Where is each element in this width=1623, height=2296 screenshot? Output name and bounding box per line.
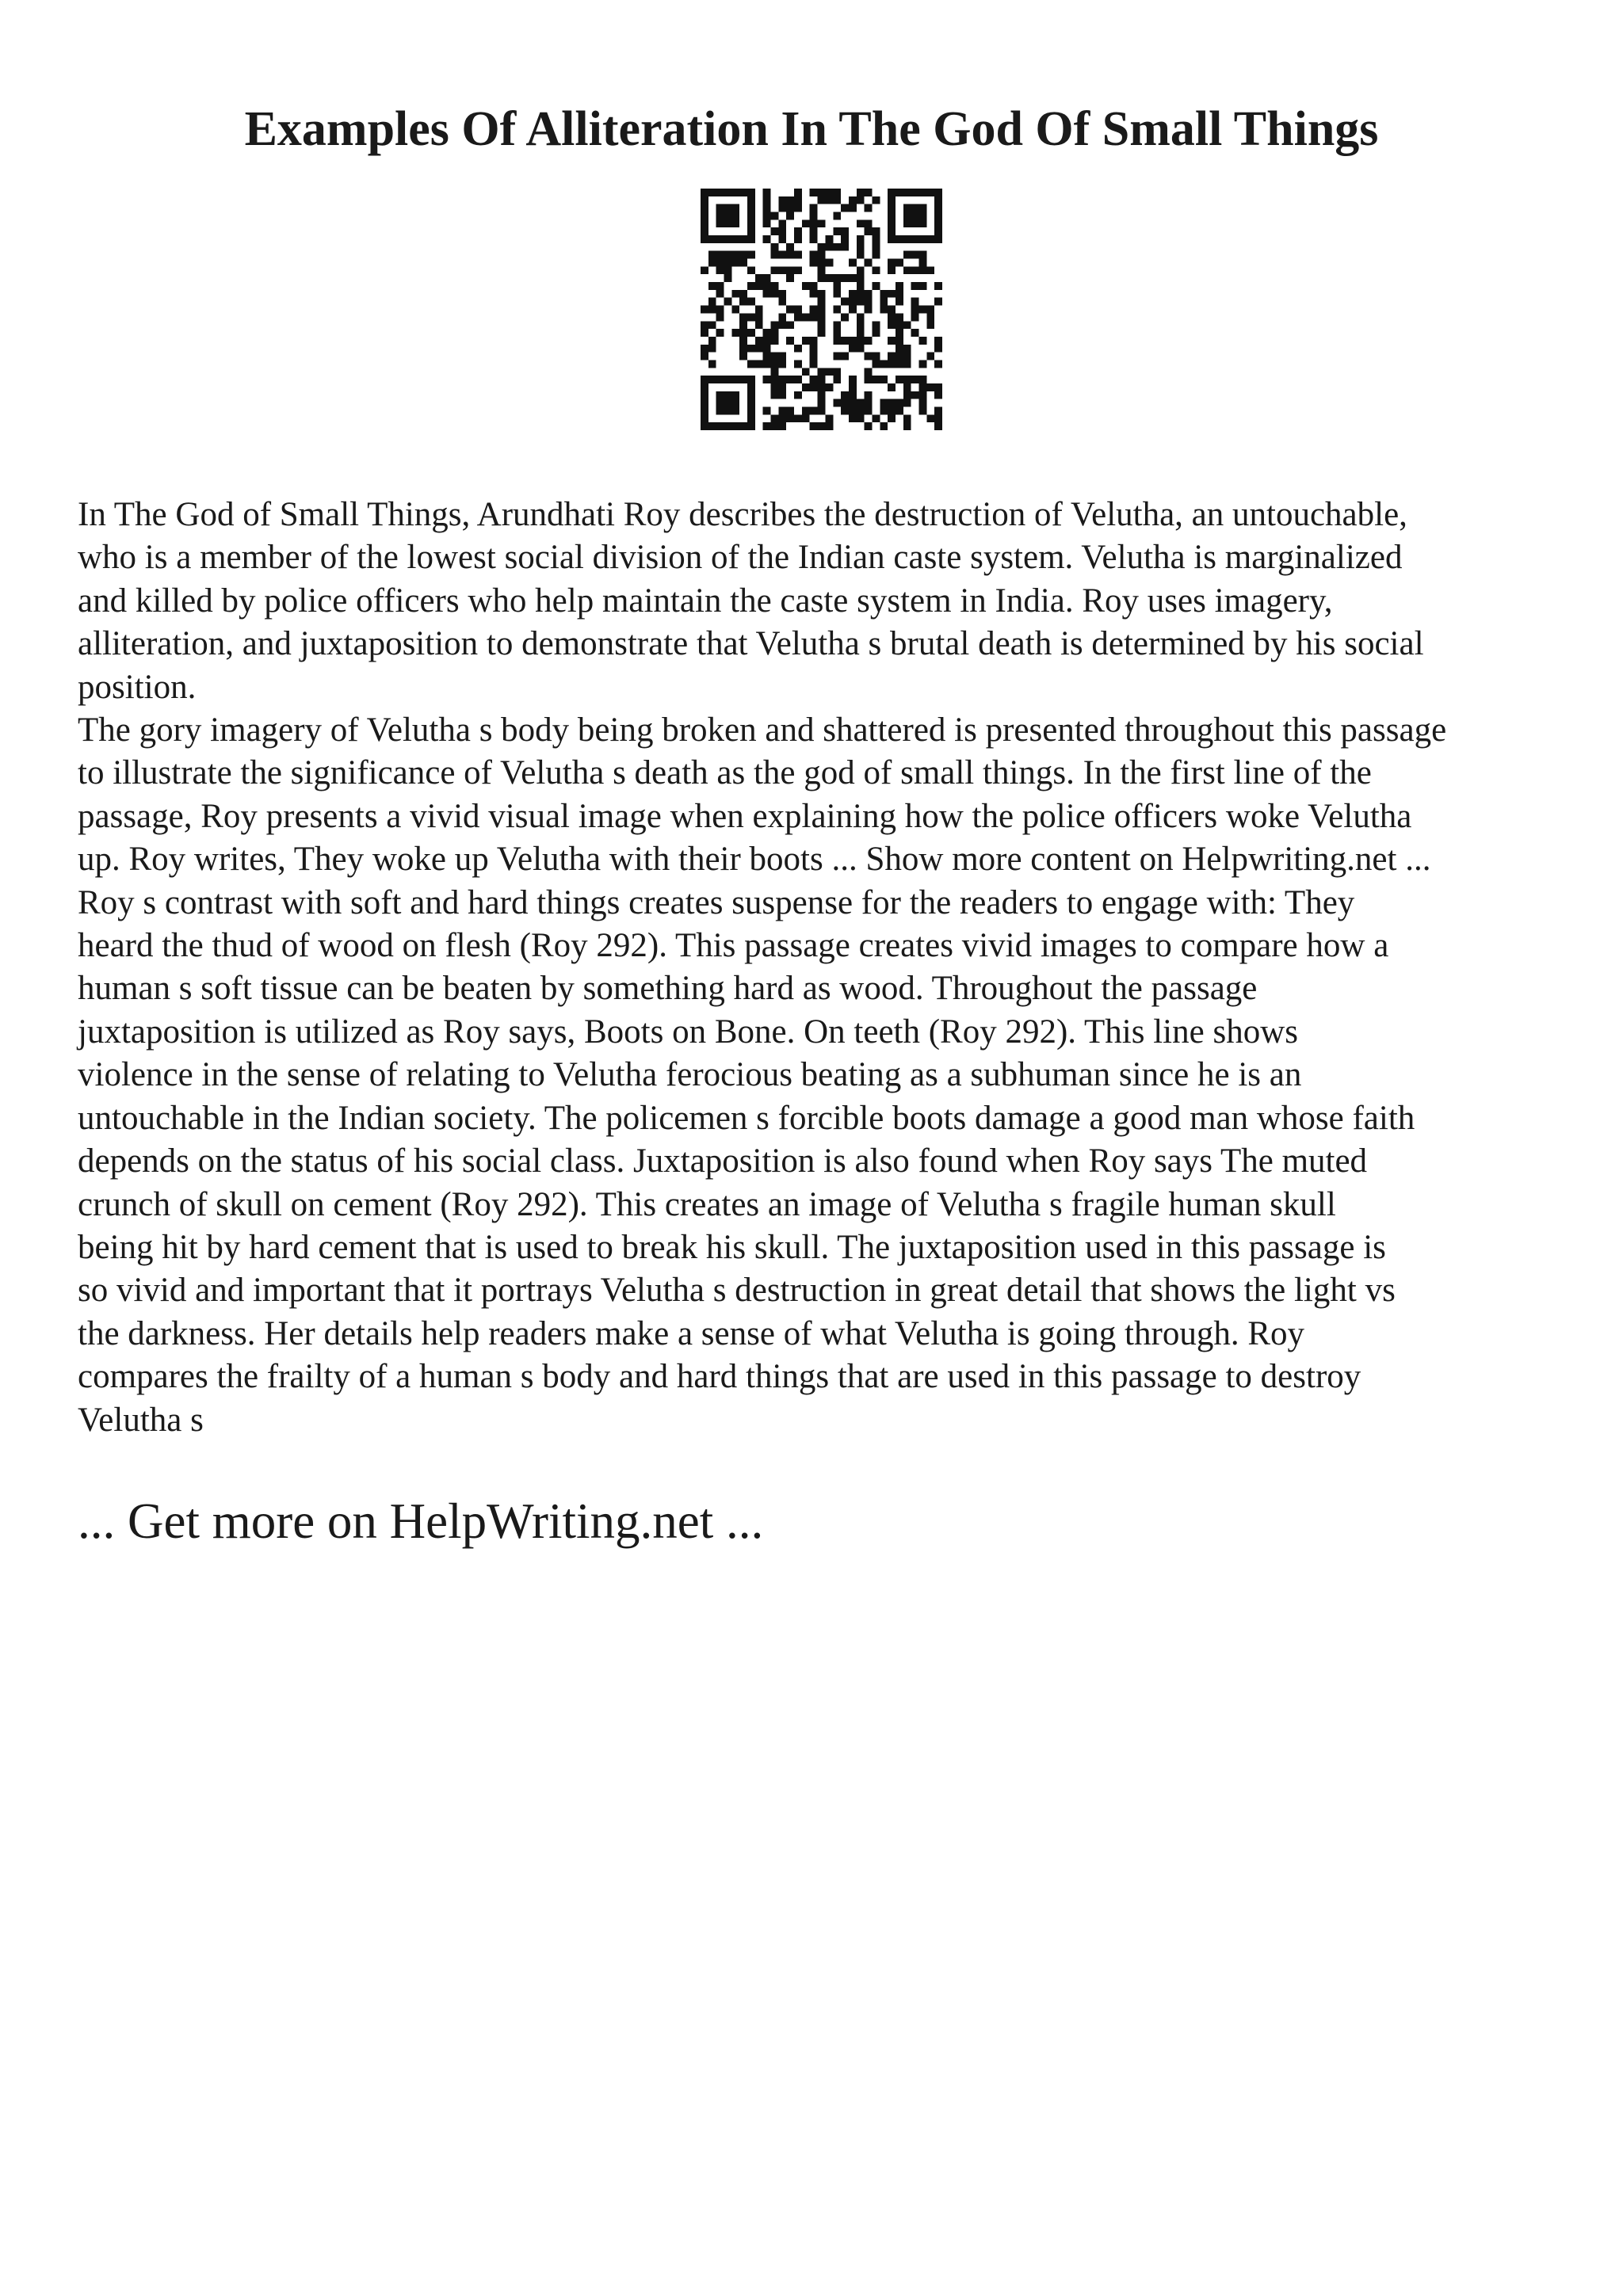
essay-body (78, 494, 1583, 1442)
essay-paragraph: In The God of Small Things, Arundhati Roy describes the destruction of Velutha, an untouchable, who is a member of the lowest social division of the Indian caste system. Velutha is marginalized and killed by police officers who help maintain the caste system in India. Roy uses imagery, alliteration, and juxtaposition to demonstrate that Velutha s brutal death is determined by his social position. (78, 496, 1424, 706)
get-more-link[interactable]: ... Get more on HelpWriting.net ... (78, 1493, 764, 1549)
page-title: Examples Of Alliteration In The God Of Small Things (244, 102, 1379, 156)
essay-paragraph: The gory imagery of Velutha s body being broken and shattered is presented throughout this passage to illustrate the significance of Velutha s death as the god of small things. In the first line of the passage, Roy presents a vivid visual image when explaining how the police officers woke Velutha up. Roy writes, They woke up Velutha with their boots ... Show more content on Helpwriting.net ... Roy s contrast with soft and hard things creates suspense for the readers to engage with: They heard the thud of wood on flesh (Roy 292). This passage creates vivid images to compare how a human s soft tissue can be beaten by something hard as wood. Throughout the passage juxtaposition is utilized as Roy says, Boots on Bone. On teeth (Roy 292). This line shows violence in the sense of relating to Velutha ferocious beating as a subhuman since he is an untouchable in the Indian society. The policemen s forcible boots damage a good man whose faith depends on the status of his social class. Juxtaposition is also found when Roy says The muted crunch of skull on cement (Roy 292). This creates an image of Velutha s fragile human skull being hit by hard cement that is used to break his skull. The juxtaposition used in this passage is so vivid and important that it portrays Velutha s destruction in great detail that shows the light vs the darkness. Her details help readers make a sense of what Velutha is going through. Roy compares the frailty of a human s body and hard things that are used in this passage to destroy Velutha s (78, 711, 1447, 1439)
qr-code-icon (701, 189, 942, 430)
